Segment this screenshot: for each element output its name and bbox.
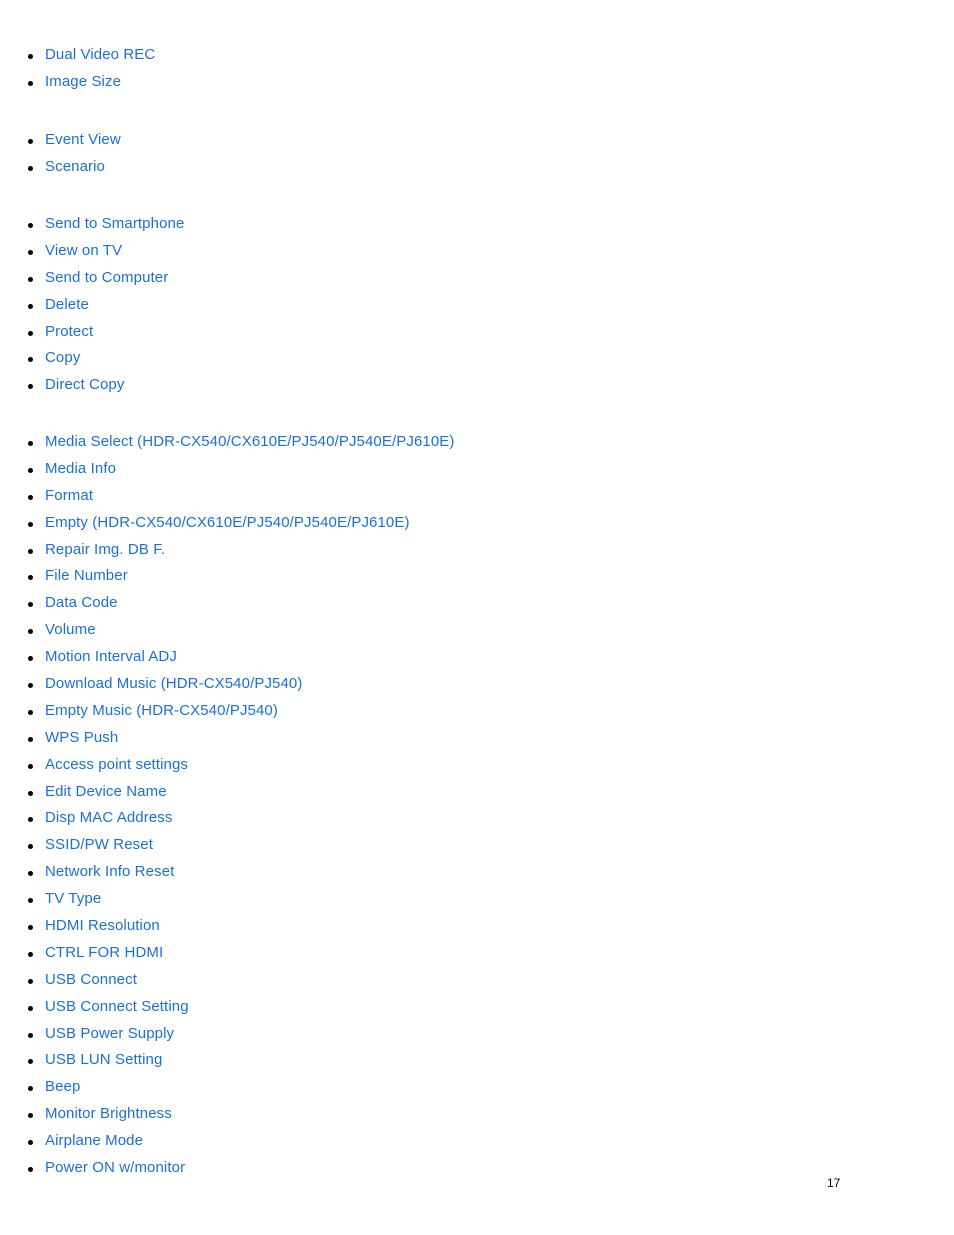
bullet-icon: [28, 1086, 33, 1091]
bullet-icon: [28, 683, 33, 688]
bullet-icon: [28, 441, 33, 446]
list-item: [28, 725, 454, 752]
bullet-icon: [28, 139, 33, 144]
list-item: [28, 1101, 454, 1128]
link-list-playback: [28, 127, 121, 181]
topic-link[interactable]: Send to Smartphone: [45, 215, 185, 232]
topic-link[interactable]: Motion Interval ADJ: [45, 648, 177, 666]
topic-link[interactable]: USB Connect: [45, 970, 137, 988]
bullet-icon: [28, 223, 33, 228]
bullet-icon: [28, 952, 33, 957]
bullet-icon: [28, 304, 33, 309]
bullet-icon: [28, 549, 33, 554]
bullet-icon: [28, 384, 33, 389]
topic-link[interactable]: Dual Video REC: [45, 46, 156, 63]
list-item: [28, 372, 184, 399]
topic-link[interactable]: Monitor Brightness: [45, 1105, 172, 1123]
bullet-icon: [28, 737, 33, 742]
topic-link[interactable]: Repair Img. DB F.: [45, 540, 166, 558]
link-list-setup: [28, 429, 454, 1182]
list-item: [28, 644, 454, 671]
bullet-icon: [28, 764, 33, 769]
topic-link[interactable]: Protect: [45, 322, 94, 340]
topic-link[interactable]: Network Info Reset: [45, 863, 175, 881]
topic-link[interactable]: CTRL FOR HDMI: [45, 943, 164, 961]
topic-link[interactable]: TV Type: [45, 890, 102, 908]
topic-link[interactable]: Format: [45, 486, 94, 504]
topic-link[interactable]: Data Code: [45, 594, 118, 612]
topic-link[interactable]: Edit Device Name: [45, 782, 167, 800]
list-item: [28, 832, 454, 859]
topic-link[interactable]: Empty (HDR-CX540/CX610E/PJ540/PJ540E/PJ610E): [45, 513, 410, 531]
list-item: [28, 1074, 454, 1101]
bullet-icon: [28, 979, 33, 984]
list-item: [28, 211, 184, 238]
topic-link[interactable]: Scenario: [45, 157, 106, 175]
topic-link[interactable]: USB Connect Setting: [45, 997, 189, 1015]
bullet-icon: [28, 656, 33, 661]
topic-link[interactable]: Copy: [45, 349, 81, 367]
bullet-icon: [28, 602, 33, 607]
topic-link[interactable]: Disp MAC Address: [45, 809, 173, 827]
bullet-icon: [28, 1113, 33, 1118]
list-item: [28, 42, 155, 69]
list-item: [28, 698, 454, 725]
list-item: [28, 1155, 454, 1182]
topic-link[interactable]: Delete: [45, 295, 89, 313]
bullet-icon: [28, 1059, 33, 1064]
list-item: [28, 940, 454, 967]
topic-link[interactable]: Airplane Mode: [45, 1132, 144, 1150]
bullet-icon: [28, 331, 33, 336]
list-item: [28, 994, 454, 1021]
bullet-icon: [28, 277, 33, 282]
bullet-icon: [28, 1033, 33, 1038]
list-item: [28, 617, 454, 644]
topic-link[interactable]: Send to Computer: [45, 268, 169, 286]
link-list-edit-copy: [28, 211, 184, 399]
bullet-icon: [28, 925, 33, 930]
topic-link[interactable]: Direct Copy: [45, 376, 125, 394]
list-item: [28, 154, 121, 181]
bullet-icon: [28, 710, 33, 715]
bullet-icon: [28, 468, 33, 473]
topic-link[interactable]: HDMI Resolution: [45, 917, 160, 935]
list-item: [28, 563, 454, 590]
bullet-icon: [28, 250, 33, 255]
list-item: [28, 456, 454, 483]
bullet-icon: [28, 81, 33, 86]
bullet-icon: [28, 844, 33, 849]
topic-link[interactable]: File Number: [45, 567, 128, 585]
topic-link[interactable]: Beep: [45, 1078, 81, 1096]
list-item: [28, 483, 454, 510]
list-item: [28, 1047, 454, 1074]
list-item: [28, 886, 454, 913]
topic-link[interactable]: SSID/PW Reset: [45, 836, 153, 854]
topic-link[interactable]: Download Music (HDR-CX540/PJ540): [45, 675, 303, 693]
page-number: 17: [827, 1176, 841, 1190]
bullet-icon: [28, 575, 33, 580]
list-item: [28, 510, 454, 537]
bullet-icon: [28, 791, 33, 796]
topic-link[interactable]: Empty Music (HDR-CX540/PJ540): [45, 701, 278, 719]
topic-link[interactable]: Image Size: [45, 72, 122, 90]
bullet-icon: [28, 871, 33, 876]
list-item: [28, 69, 155, 96]
topic-link[interactable]: Access point settings: [45, 755, 189, 773]
list-item: [28, 859, 454, 886]
list-item: [28, 238, 184, 265]
topic-link[interactable]: USB LUN Setting: [45, 1051, 163, 1069]
list-item: [28, 1021, 454, 1048]
list-item: [28, 1128, 454, 1155]
topic-link[interactable]: Power ON w/monitor: [45, 1159, 186, 1177]
link-list-shooting: [28, 42, 155, 96]
bullet-icon: [28, 166, 33, 171]
bullet-icon: [28, 54, 33, 59]
bullet-icon: [28, 495, 33, 500]
bullet-icon: [28, 817, 33, 822]
bullet-icon: [28, 1167, 33, 1172]
list-item: [28, 127, 121, 154]
topic-link[interactable]: View on TV: [45, 241, 123, 259]
list-item: [28, 319, 184, 346]
topic-link[interactable]: Media Select (HDR-CX540/CX610E/PJ540/PJ540E/PJ610E): [45, 433, 455, 450]
list-item: [28, 537, 454, 564]
topic-link[interactable]: Media Info: [45, 459, 117, 477]
bullet-icon: [28, 1006, 33, 1011]
bullet-icon: [28, 1140, 33, 1145]
topic-link[interactable]: USB Power Supply: [45, 1024, 175, 1042]
list-item: [28, 345, 184, 372]
list-item: [28, 590, 454, 617]
bullet-icon: [28, 898, 33, 903]
list-item: [28, 292, 184, 319]
list-item: [28, 671, 454, 698]
bullet-icon: [28, 522, 33, 527]
bullet-icon: [28, 629, 33, 634]
list-item: [28, 967, 454, 994]
list-item: [28, 752, 454, 779]
topic-link[interactable]: Volume: [45, 621, 96, 639]
list-item: [28, 805, 454, 832]
bullet-icon: [28, 357, 33, 362]
list-item: [28, 779, 454, 806]
list-item: [28, 429, 454, 456]
list-item: [28, 913, 454, 940]
topic-link[interactable]: WPS Push: [45, 728, 119, 746]
list-item: [28, 265, 184, 292]
topic-link[interactable]: Event View: [45, 131, 121, 148]
